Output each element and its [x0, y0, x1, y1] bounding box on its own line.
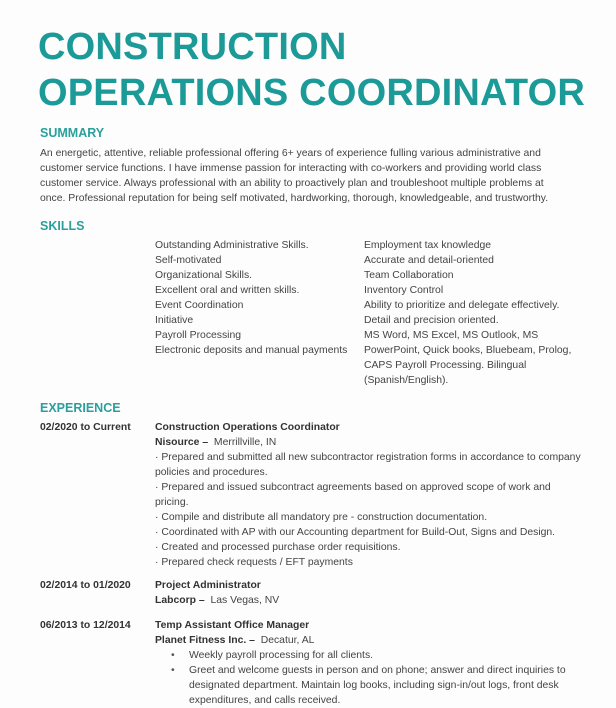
job-entry: [40, 420, 600, 570]
skill-item: Team Collaboration: [364, 270, 454, 281]
job-dates: 06/2013 to 12/2014: [40, 620, 131, 631]
job-location: Las Vegas, NV: [210, 595, 280, 606]
skill-item: Self-motivated: [155, 255, 222, 266]
skill-item: Inventory Control: [364, 285, 444, 296]
skill-item: Accurate and detail-oriented: [364, 255, 494, 266]
job-dates: 02/2014 to 01/2020: [40, 580, 131, 591]
skill-item: Organizational Skills.: [155, 270, 253, 281]
skill-item: Ability to prioritize and delegate effectively.: [364, 300, 560, 311]
job-bullet: · Coordinated with AP with our Accounting department for Build-Out, Signs and Design.: [155, 527, 556, 538]
skill-item: Excellent oral and written skills.: [155, 285, 300, 296]
skills-heading: SKILLS: [40, 219, 85, 233]
separator: –: [249, 635, 255, 646]
summary-heading: SUMMARY: [40, 126, 105, 140]
job-company: Nisource: [155, 437, 200, 448]
skill-item: Outstanding Administrative Skills.: [155, 240, 309, 251]
separator: –: [198, 595, 205, 606]
job-bullet: · Prepared and issued subcontract agreements based on approved scope of work and pricing.: [155, 482, 551, 508]
job-bullet: • Weekly payroll processing for all clients.: [171, 648, 585, 663]
skill-item: Event Coordination: [155, 300, 244, 311]
summary-text: An energetic, attentive, reliable professional offering 6+ years of experience fulling various administrative and customer service functions. I have immense passion for interacting with co-workers and providing world class customer service. Always professional with an ability to proactively plan and troubleshoot multiple problems at once. Professional reputation for being self motivated, hardworking, thorough, knowledgeable, and trustworthy.: [40, 148, 549, 204]
job-location: Decatur, AL: [260, 635, 315, 646]
skills-list: [155, 238, 595, 388]
separator: –: [202, 437, 209, 448]
job-bullet: · Prepared check requests / EFT payments: [155, 557, 353, 568]
job-bullet: · Prepared and submitted all new subcontractor registration forms in accordance to company policies and procedures.: [155, 452, 581, 478]
job-company: Labcorp: [155, 595, 196, 606]
skill-item: Payroll Processing: [155, 330, 242, 341]
job-title: Temp Assistant Office Manager: [155, 620, 310, 631]
skill-item: Electronic deposits and manual payments: [155, 345, 348, 356]
job-company: Planet Fitness Inc.: [155, 635, 247, 646]
job-title: Construction Operations Coordinator: [155, 422, 340, 433]
job-bullet: · Compile and distribute all mandatory pre - construction documentation.: [155, 512, 488, 523]
job-entry: [40, 618, 600, 708]
experience-heading: EXPERIENCE: [40, 401, 121, 415]
job-location: Merrillville, IN: [213, 437, 277, 448]
skill-item: Detail and precision oriented.: [364, 315, 499, 326]
skill-item: Initiative: [155, 315, 194, 326]
skill-item: MS Word, MS Excel, MS Outlook, MS PowerPoint, Quick books, Bluebeam, Prolog, CAPS Payroll Processing. Bilingual (Spanish/English).: [364, 330, 572, 386]
skill-item: Employment tax knowledge: [364, 240, 492, 251]
job-entry: [40, 578, 600, 608]
job-dates: 02/2020 to Current: [40, 422, 131, 433]
job-title: Project Administrator: [155, 580, 261, 591]
job-bullet: • Greet and welcome guests in person and on phone; answer and direct inquiries to designated department. Maintain log books, including sign-in/out logs, front desk expenditures, and calls received.: [171, 663, 585, 708]
resume-title: CONSTRUCTION OPERATIONS COORDINATOR: [38, 26, 585, 114]
job-bullet: · Created and processed purchase order requisitions.: [155, 542, 401, 553]
